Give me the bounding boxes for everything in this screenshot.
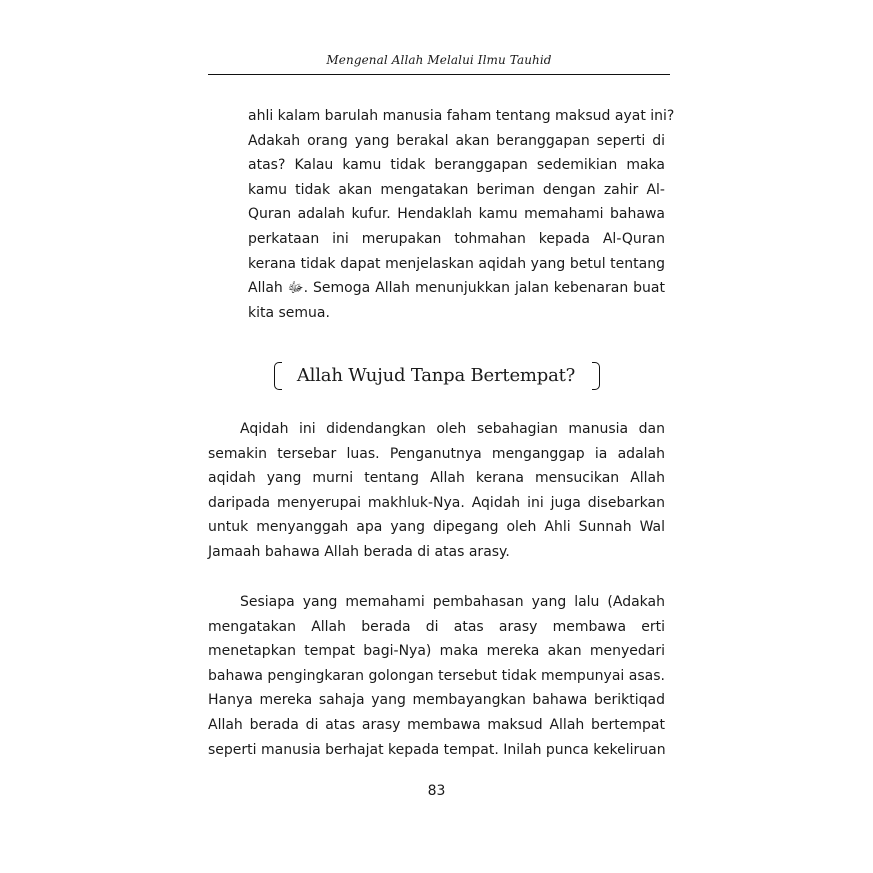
text-line: menetapkan tempat bagi-Nya) maka mereka akan menyedari [208, 643, 665, 660]
text-line: seperti manusia berhajat kepada tempat. Inilah punca kekeliruan [208, 741, 666, 758]
paragraph-2 [208, 590, 665, 762]
text-line: untuk menyanggah apa yang dipegang oleh Ahli Sunnah Wal [208, 519, 665, 536]
right-bracket-ornament [592, 362, 600, 390]
paragraph-1 [208, 417, 665, 565]
text-line: bahawa pengingkaran golongan tersebut tidak mempunyai asas. [208, 667, 665, 684]
text-line: Jamaah bahawa Allah berada di atas arasy. [208, 543, 510, 560]
text-line: ahli kalam barulah manusia faham tentang maksud ayat ini? [248, 108, 675, 124]
text-line: Quran adalah kufur. Hendaklah kamu memahami bahawa [248, 206, 665, 223]
quote-block [248, 104, 675, 325]
text-line: Allah ﷻ. Semoga Allah menunjukkan jalan kebenaran buat [248, 280, 665, 297]
text-line: daripada menyerupai makhluk-Nya. Aqidah ini juga disebarkan [208, 494, 665, 511]
text-line: aqidah yang murni tentang Allah kerana mensucikan Allah [208, 470, 665, 487]
text-line: mengatakan Allah berada di atas arasy membawa erti [208, 618, 665, 635]
text-line: perkataan ini merupakan tohmahan kepada Al-Quran [248, 230, 665, 247]
section-heading-text: Allah Wujud Tanpa Bertempat? [296, 365, 576, 386]
text-line: semakin tersebar luas. Penganutnya menganggap ia adalah [208, 445, 665, 462]
text-line: Allah berada di atas arasy membawa maksud Allah bertempat [208, 716, 665, 733]
text-line: kita semua. [248, 304, 330, 321]
text-line: kerana tidak dapat menjelaskan aqidah yang betul tentang [248, 255, 665, 272]
text-line: kamu tidak akan mengatakan beriman dengan zahir Al- [248, 181, 665, 198]
page-number: 83 [427, 783, 446, 799]
running-header-title: Mengenal Allah Melalui Ilmu Tauhid [326, 53, 552, 67]
section-heading [268, 356, 604, 396]
header-rule [208, 74, 670, 75]
text-line: Hanya mereka sahaja yang membayangkan bahawa beriktiqad [208, 692, 665, 709]
text-line: Aqidah ini didendangkan oleh sebahagian manusia dan [240, 421, 665, 437]
text-line: Adakah orang yang berakal akan beranggapan seperti di [248, 132, 665, 149]
text-line: atas? Kalau kamu tidak beranggapan sedemikian maka [248, 157, 665, 174]
text-line: Sesiapa yang memahami pembahasan yang lalu (Adakah [240, 594, 665, 610]
